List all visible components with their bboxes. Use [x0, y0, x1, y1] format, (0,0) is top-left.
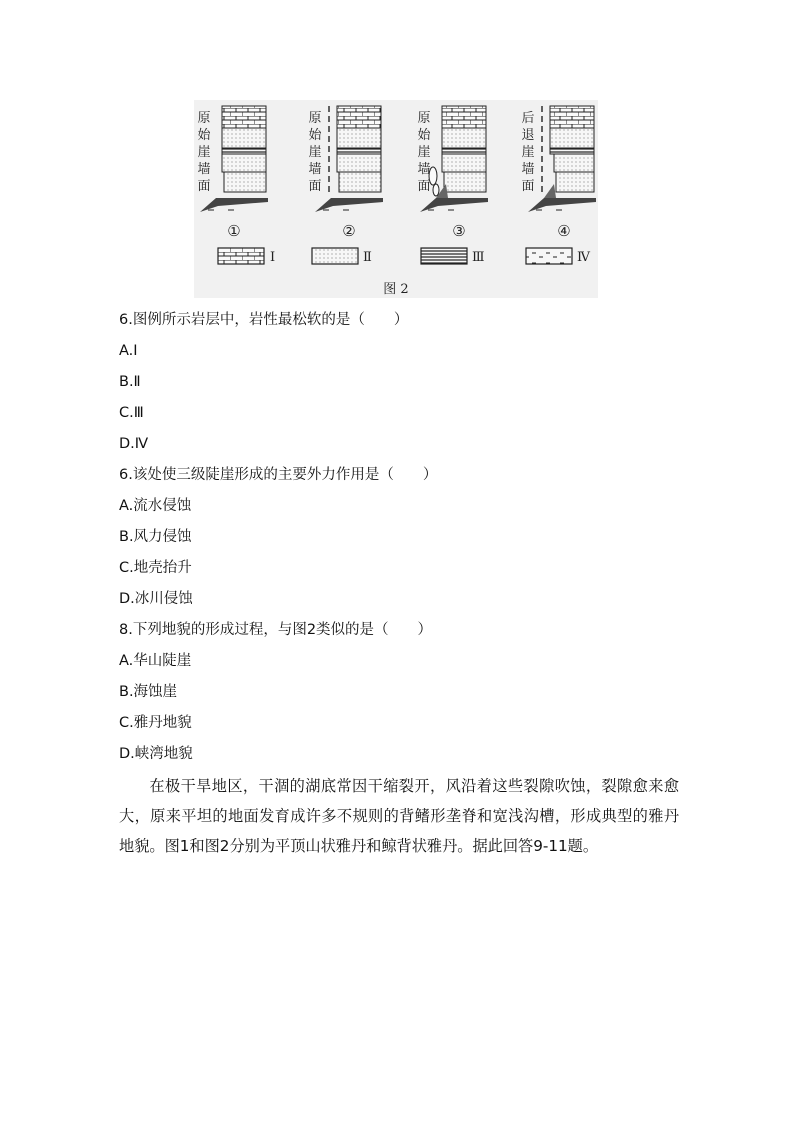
wall-label: 原始崖墙面 — [308, 111, 322, 194]
layer-brick — [337, 106, 381, 128]
layer-sand — [339, 172, 381, 192]
talus-deposit — [544, 184, 556, 198]
cliff-retreat-figure — [194, 100, 598, 298]
layer-brick — [550, 106, 594, 128]
question-3-option-b: B.海蚀崖 — [119, 684, 178, 700]
legend-label-3: Ⅲ — [472, 250, 485, 265]
stage-number-1: ① — [227, 222, 241, 240]
figure-caption: 图 2 — [383, 282, 409, 297]
question-1-option-c: C.Ⅲ — [119, 405, 144, 421]
question-2-option-b: B.风力侵蚀 — [119, 529, 192, 545]
question-1-option-b: B.Ⅱ — [119, 374, 141, 390]
fallen-rock — [433, 184, 439, 196]
layer-sand — [337, 128, 381, 148]
question-1-option-a: A.Ⅰ — [119, 343, 138, 359]
layer-sand — [224, 172, 266, 192]
layer-sand — [556, 172, 594, 192]
layer-brick — [222, 106, 266, 128]
layer-brick — [442, 106, 486, 128]
layer-sand — [222, 154, 266, 172]
stage-number-4: ④ — [557, 222, 571, 240]
wall-label: 原始崖墙面 — [197, 111, 211, 194]
wall-label: 后退崖墙面 — [521, 111, 535, 194]
layer-sand — [337, 154, 381, 172]
layer-shale — [442, 148, 486, 154]
legend-swatch-1 — [218, 248, 264, 264]
layer-shale — [222, 148, 266, 154]
wall-label: 原始崖墙面 — [417, 111, 431, 194]
question-3-option-c: C.雅丹地貌 — [119, 715, 192, 731]
question-3-option-a: A.华山陡崖 — [119, 653, 192, 669]
legend-swatch-2 — [312, 248, 358, 264]
layer-sand — [554, 154, 594, 172]
stage-number-3: ③ — [452, 222, 466, 240]
question-1-option-d: D.Ⅳ — [119, 436, 149, 452]
legend-label-1: Ⅰ — [270, 250, 276, 265]
layer-shale — [550, 148, 594, 154]
stage-number-2: ② — [342, 222, 356, 240]
layer-sand — [444, 172, 486, 192]
layer-sand — [222, 128, 266, 148]
legend-label-2: Ⅱ — [363, 250, 372, 265]
question-stem-2: 6.该处使三级陡崖形成的主要外力作用是（ ） — [119, 467, 438, 483]
layer-sand — [442, 128, 486, 148]
layer-sand — [550, 128, 594, 148]
question-2-option-d: D.冰川侵蚀 — [119, 591, 193, 607]
legend-label-4: Ⅳ — [577, 250, 590, 265]
question-3-option-d: D.峡湾地貌 — [119, 746, 193, 762]
legend-swatch-3 — [421, 248, 467, 264]
legend-swatch-4 — [526, 248, 572, 264]
layer-sand — [442, 154, 486, 172]
question-stem-3: 8.下列地貌的形成过程，与图2类似的是（ ） — [119, 622, 433, 638]
question-2-option-c: C.地壳抬升 — [119, 560, 192, 576]
question-2-option-a: A.流水侵蚀 — [119, 498, 192, 514]
passage-paragraph: 在极干旱地区，干涸的湖底常因干缩裂开，风沿着这些裂隙吹蚀，裂隙愈来愈大，原来平坦的地面发育成许多不规则的背鳍形垄脊和宽浅沟槽，形成典型的雅丹地貌。图1和图2分别为平顶山状雅丹和鲸背状雅丹。据此回答9-11题。 — [119, 777, 679, 855]
layer-shale — [337, 148, 381, 154]
question-stem-1: 6.图例所示岩层中，岩性最松软的是（ ） — [119, 312, 409, 328]
